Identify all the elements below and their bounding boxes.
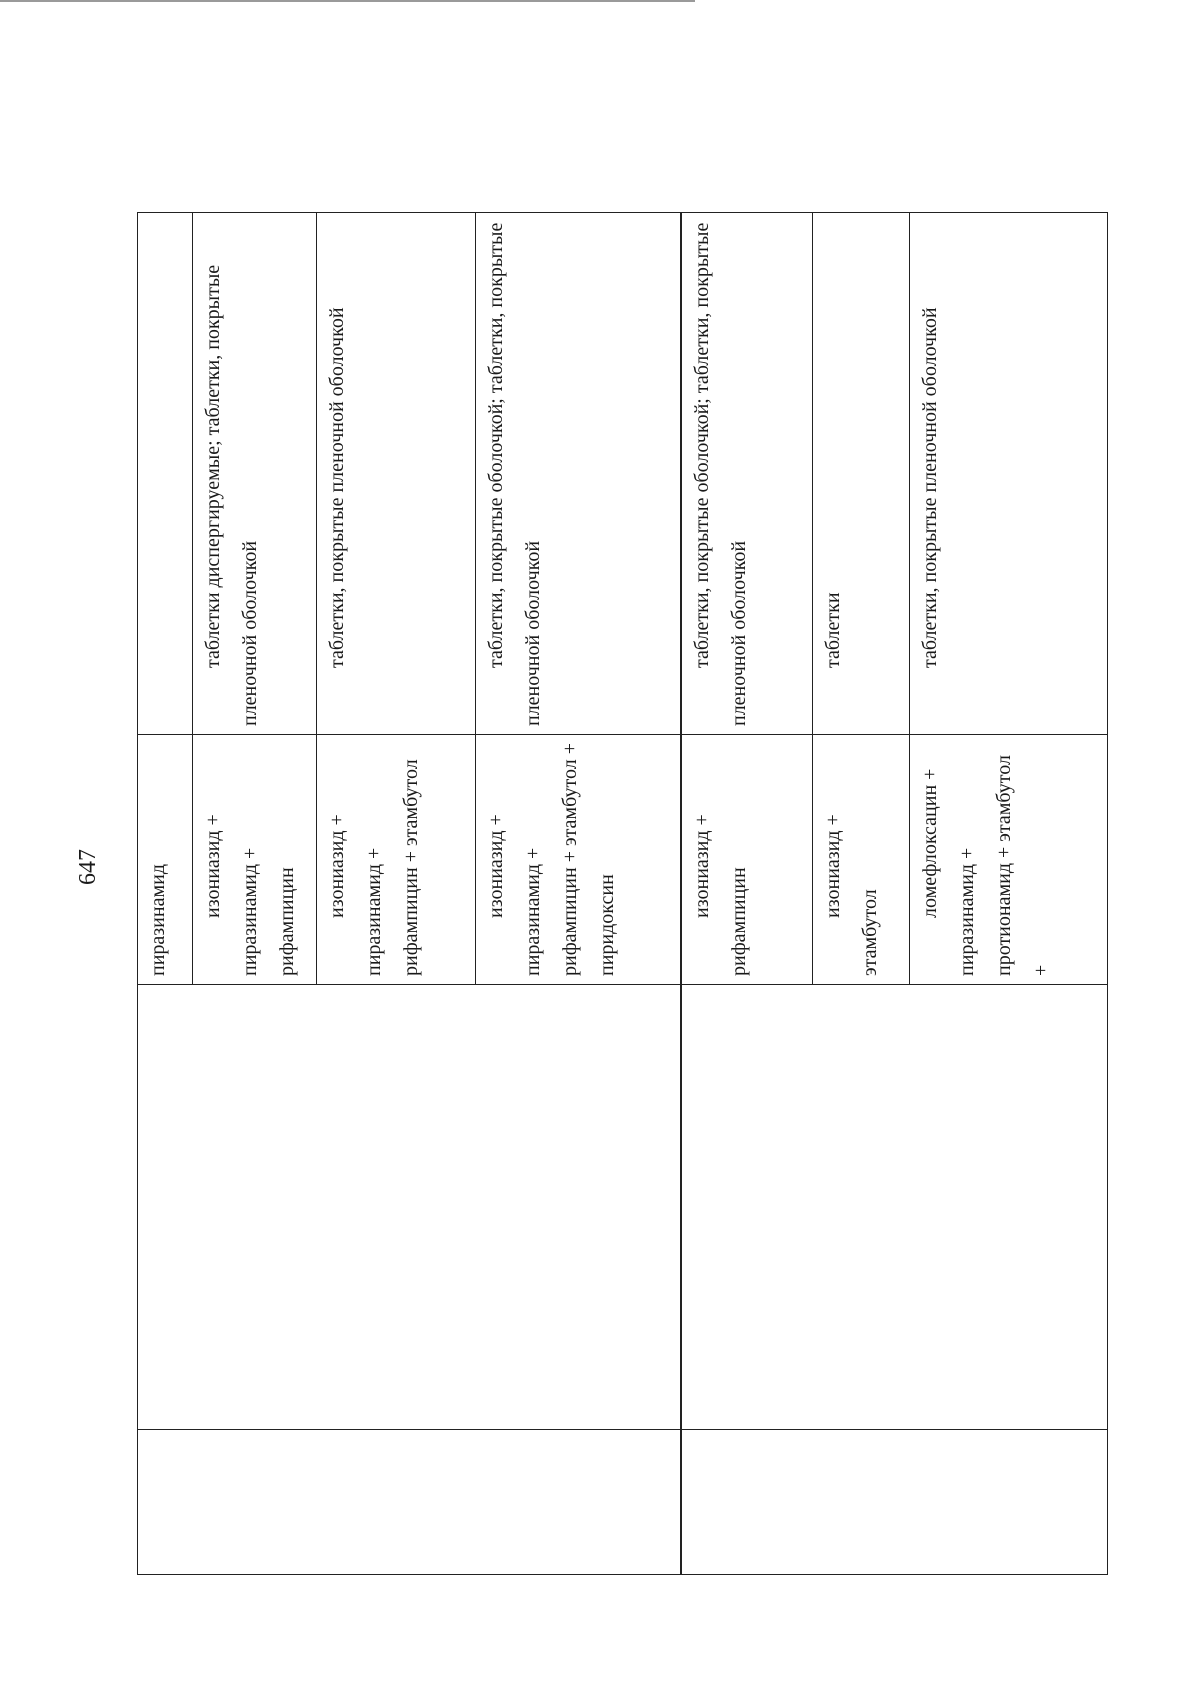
drug-name-cell: изониазид + пиразинамид + рифампицин xyxy=(193,735,317,985)
atc-code-cell xyxy=(138,1430,681,1575)
table-row xyxy=(681,213,813,1575)
drug-name-cell: изониазид + пиразинамид + рифампицин + этамбутол + пиридоксин xyxy=(476,735,681,985)
atc-code-cell xyxy=(681,1430,1108,1575)
rotated-table-container xyxy=(137,213,1108,1575)
top-border-line xyxy=(0,0,695,2)
drug-name-cell: изониазид + этамбутол xyxy=(813,735,910,985)
drug-name-cell: изониазид + рифампицин xyxy=(681,735,813,985)
drug-table xyxy=(137,212,1108,1575)
dosage-form-cell: таблетки xyxy=(813,213,910,735)
drug-name-cell: пиразинамид xyxy=(138,735,193,985)
page-number: 647 xyxy=(74,849,101,885)
dosage-form-cell: таблетки, покрытые пленочной оболочкой xyxy=(317,213,476,735)
dosage-form-cell: таблетки, покрытые оболочкой; таблетки, покрытые пленочной оболочкой xyxy=(476,213,681,735)
dosage-form-cell: таблетки диспергируемые; таблетки, покрытые пленочной оболочкой xyxy=(193,213,317,735)
dosage-form-cell: таблетки, покрытые пленочной оболочкой xyxy=(910,213,1108,735)
dosage-form-cell xyxy=(138,213,193,735)
table-row xyxy=(138,213,193,1575)
dosage-form-cell: таблетки, покрытые оболочкой; таблетки, покрытые пленочной оболочкой xyxy=(681,213,813,735)
group-name-cell xyxy=(681,985,1108,1430)
drug-name-cell: ломефлоксацин + пиразинамид + протионамид + этамбутол + xyxy=(910,735,1108,985)
drug-name-cell: изониазид + пиразинамид + рифампицин + этамбутол xyxy=(317,735,476,985)
group-name-cell xyxy=(138,985,681,1430)
